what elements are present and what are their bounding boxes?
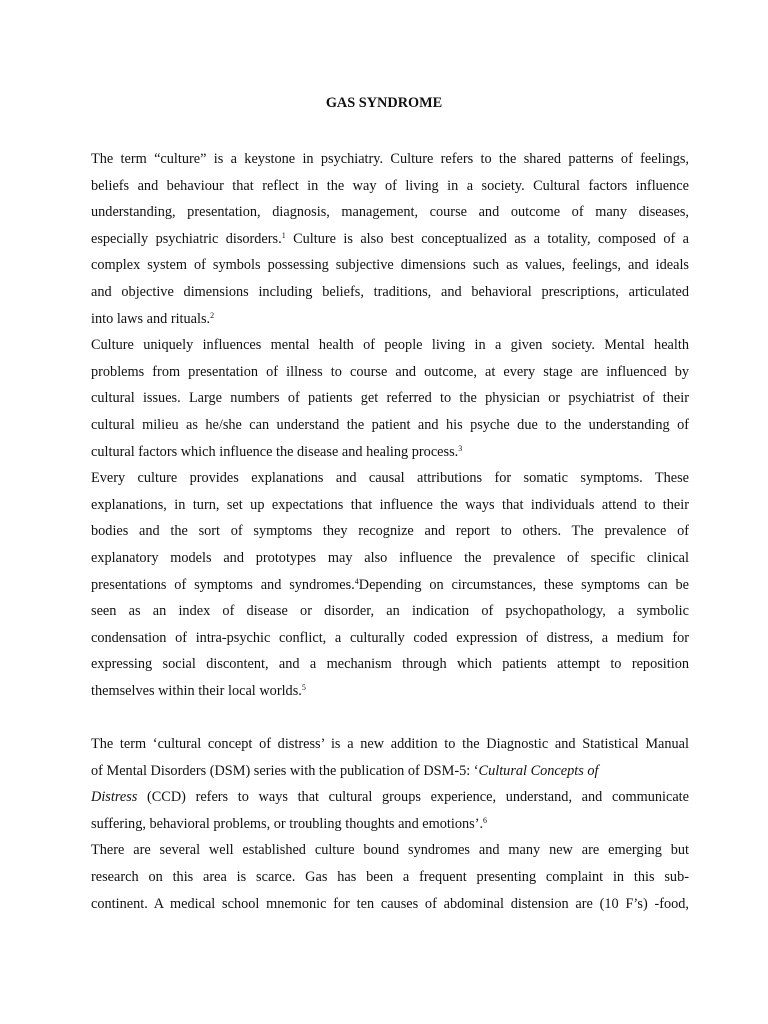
footnote-ref-4: 4 [354, 576, 359, 586]
text-line: cultural milieu as he/she can understand the patient and his psyche due to the understanding of [91, 416, 689, 433]
text-line: The term ‘cultural concept of distress’ is a new addition to the Diagnostic and Statistical Manual [91, 736, 689, 753]
text-line: understanding, presentation, diagnosis, management, course and outcome of many diseases, [91, 204, 689, 221]
text-line: condensation of intra-psychic conflict, a culturally coded expression of distress, a medium for [91, 629, 689, 646]
text-line: and objective dimensions including beliefs, traditions, and behavioral prescriptions, articulated [91, 283, 689, 300]
text-line: bodies and the sort of symptoms they recognize and report to others. The prevalence of [91, 523, 689, 540]
text-line: seen as an index of disease or disorder, an indication of psychopathology, a symbolic [91, 603, 689, 620]
text-line: explanations, in turn, set up expectations that influence the ways that individuals attend to their [91, 496, 689, 513]
text-line: into laws and rituals.$^2$ [91, 310, 215, 327]
text-line: Distress (CCD) refers to ways that cultural groups experience, understand, and communicate [91, 789, 689, 806]
text-line: research on this area is scarce. Gas has been a frequent presenting complaint in this sub- [91, 869, 689, 886]
document-body [91, 146, 689, 917]
footnote-ref-6: 6 [483, 815, 488, 825]
text-line: The term “culture” is a keystone in psychiatry. Culture refers to the shared patterns of feelings, [91, 151, 689, 167]
text-line: suffering, behavioral problems, or troubling thoughts and emotions’.$^6$ [91, 815, 488, 832]
footnote-ref-3: 3 [458, 443, 463, 453]
text-line: especially psychiatric disorders.$^1$ Culture is also best conceptualized as a totality, composed of a [91, 230, 689, 247]
text-line: expressing social discontent, and a mechanism through which patients attempt to reposition [91, 656, 689, 673]
text-line: complex system of symbols possessing subjective dimensions such as values, feelings, and ideals [91, 257, 689, 274]
paragraph-gap [91, 704, 689, 731]
italic-term: Cultural Concepts of [478, 762, 599, 779]
text-line: There are several well established culture bound syndromes and many new are emerging but [91, 842, 689, 859]
text-line: cultural factors which influence the disease and healing process.$^3$ [91, 443, 463, 460]
text-line: cultural issues. Large numbers of patients get referred to the physician or psychiatrist of their [91, 390, 689, 407]
footnote-ref-5: 5 [301, 682, 306, 692]
footnote-ref-1: 1 [281, 230, 286, 240]
text-line: problems from presentation of illness to course and outcome, at every stage are influenced by [91, 363, 689, 380]
text-line: presentations of symptoms and syndromes.$^4$Depending on circumstances, these symptoms can be [91, 576, 689, 593]
text-line: continent. A medical school mnemonic for ten causes of abdominal distension are (10 F’s) -food, [91, 895, 689, 912]
text-line: explanatory models and prototypes may also influence the prevalence of specific clinical [91, 549, 689, 566]
document-title: GAS SYNDROME [325, 95, 443, 111]
footnote-ref-2: 2 [210, 310, 215, 320]
italic-term: Distress [91, 789, 138, 806]
text-line: beliefs and behaviour that reflect in the way of living in a society. Cultural factors influence [91, 177, 689, 194]
text-line: themselves within their local worlds.$^5$ [91, 682, 306, 699]
text-line: Every culture provides explanations and causal attributions for somatic symptoms. These [91, 470, 689, 487]
text-line: of Mental Disorders (DSM) series with the publication of DSM-5: ‘Cultural Concepts of [91, 762, 599, 779]
text-line: Culture uniquely influences mental health of people living in a given society. Mental health [91, 337, 689, 354]
